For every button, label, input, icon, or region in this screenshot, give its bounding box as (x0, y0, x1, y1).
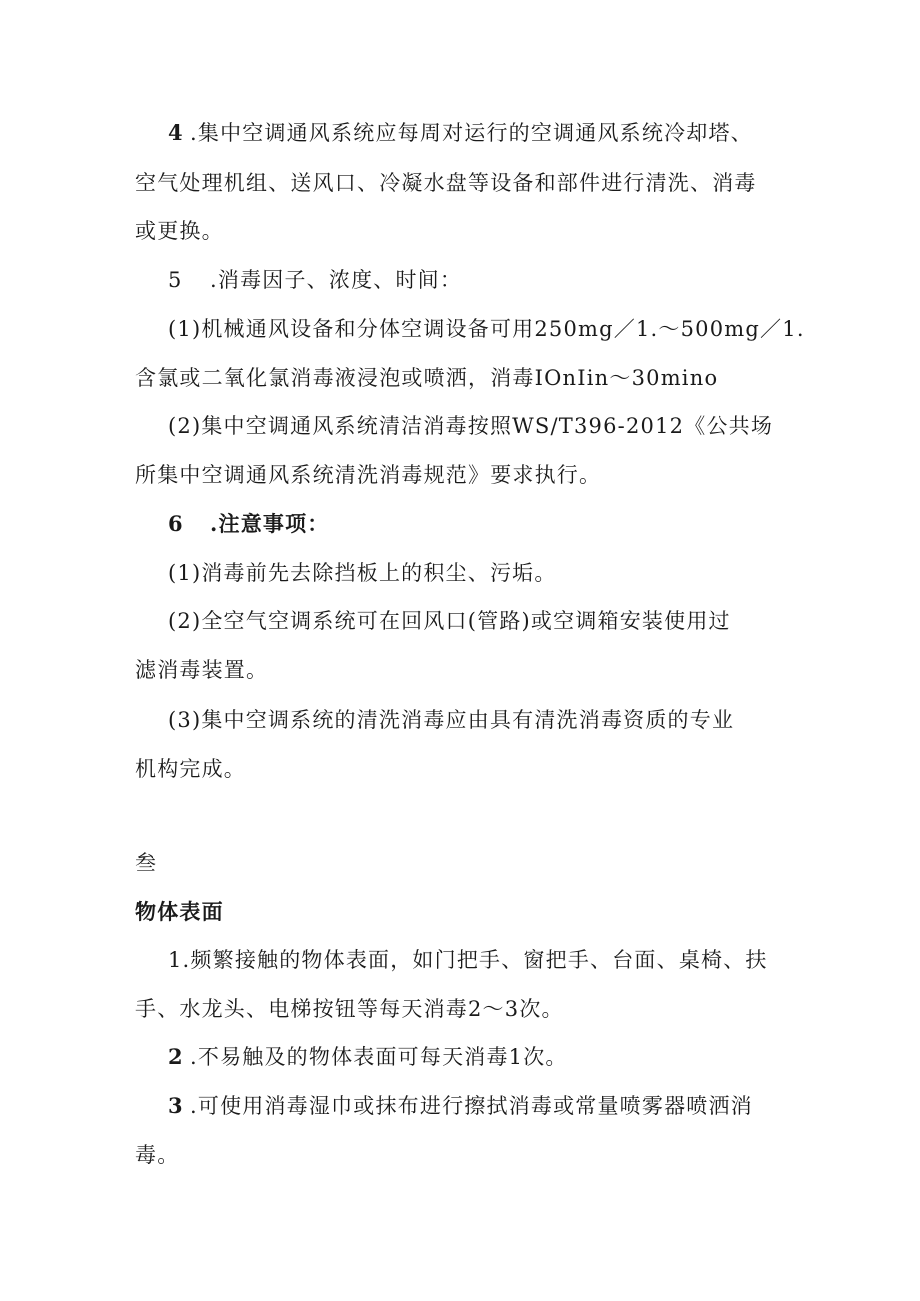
item-5-sub2-line-2: 所集中空调通风系统清洗消毒规范》要求执行。 (135, 463, 602, 487)
item-6-sub3-line-1: (3)集中空调系统的清洗消毒应由具有清洗消毒资质的专业 (168, 708, 735, 732)
surface-item-3-number: 3 (168, 1093, 184, 1118)
item-6-sub2-line-2: 滤消毒装置。 (135, 658, 269, 682)
item-6-sub3-line-2: 机构完成。 (135, 757, 246, 781)
item-5-heading-text: .消毒因子、浓度、时间： (210, 268, 463, 292)
surface-item-2-text: .不易触及的物体表面可每天消毒1次。 (190, 1045, 568, 1069)
item-5-sub2-line-1: (2)集中空调通风系统清洁消毒按照WS/T396-2012《公共场 (168, 414, 774, 438)
surface-item-2 (168, 1042, 568, 1072)
item-5-sub1-line-1: (1)机械通风设备和分体空调设备可用250mg／1.～500mg／1. (168, 317, 805, 341)
item-5-sub1-line-2: 含氯或二氧化氯消毒液浸泡或喷洒，消毒IOnIin～30mino (135, 366, 719, 390)
item-5-heading (168, 265, 462, 295)
item-4-line-3: 或更换。 (135, 219, 224, 243)
surface-item-1-line-1: 1.频繁接触的物体表面，如门把手、窗把手、台面、桌椅、扶 (168, 948, 768, 972)
item-5-number: 5 (168, 268, 183, 292)
surface-item-1-line-2: 手、水龙头、电梯按钮等每天消毒2～3次。 (135, 997, 564, 1021)
item-6-heading (168, 509, 330, 539)
item-4-line-1 (168, 118, 753, 148)
item-6-number: 6 (168, 511, 184, 536)
item-6-sub2-line-1: (2)全空气空调系统可在回风口(管路)或空调箱安装使用过 (168, 609, 731, 633)
surface-item-3-text-1: .可使用消毒湿巾或抹布进行擦拭消毒或常量喷雾器喷洒消 (190, 1094, 753, 1118)
surface-item-3-line-1 (168, 1091, 753, 1121)
surface-item-2-number: 2 (168, 1044, 184, 1069)
section-number: 叁 (135, 851, 158, 875)
item-4-line-2: 空气处理机组、送风口、冷凝水盘等设备和部件进行清洗、消毒 (135, 171, 757, 195)
surface-item-3-line-2: 毒。 (135, 1143, 180, 1167)
item-6-heading-text: .注意事项： (210, 511, 330, 536)
item-4-text-1: .集中空调通风系统应每周对运行的空调通风系统冷却塔、 (190, 121, 753, 145)
item-6-sub1: (1)消毒前先去除挡板上的积尘、污垢。 (168, 561, 557, 585)
item-4-number: 4 (168, 120, 184, 145)
section-title: 物体表面 (135, 899, 224, 924)
